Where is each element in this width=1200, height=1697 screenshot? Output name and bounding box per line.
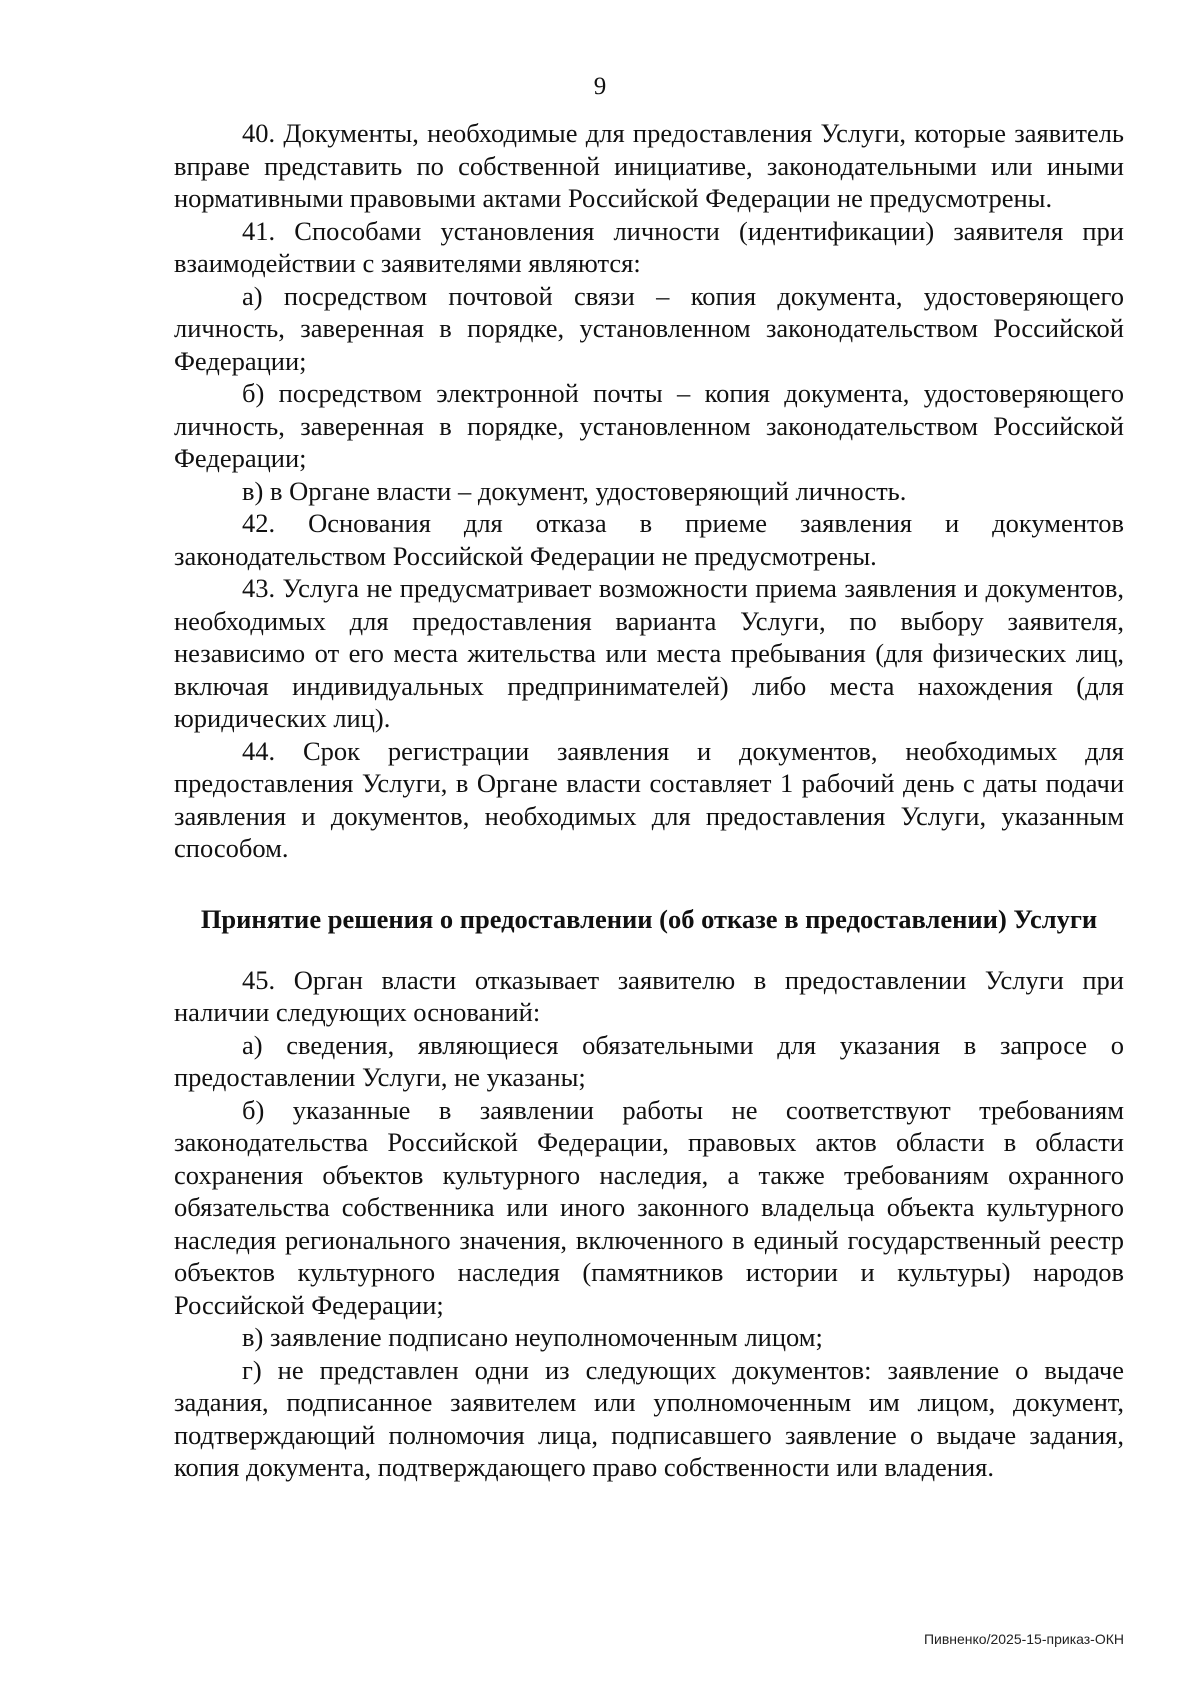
paragraph-43: 43. Услуга не предусматривает возможности приема заявления и документов, необходимых для предоставления варианта Услуги, по выбору заявителя, независимо от его места жительства или места пребывания (для физических лиц, включая индивидуальных предпринимателей) либо места нахождения (для юридических лиц). (174, 573, 1124, 733)
page-number: 9 (593, 73, 607, 100)
paragraph-45-a: а) сведения, являющиеся обязательными для указания в запросе о предоставлении Услуги, не указаны; (174, 1029, 1124, 1092)
paragraph-41-b: б) посредством электронной почты – копия документа, удостоверяющего личность, заверенная в порядке, установленном законодательством Российской Федерации; (174, 378, 1124, 473)
paragraph-40: 40. Документы, необходимые для предоставления Услуги, которые заявитель вправе представить по собственной инициативе, законодательными или иными нормативными правовыми актами Российской Федерации не предусмотрены. (174, 118, 1124, 213)
paragraph-45-v: в) заявление подписано неуполномоченным лицом; (242, 1322, 823, 1352)
document-body (174, 117, 1124, 1484)
paragraph-45-g: г) не представлен одни из следующих документов: заявление о выдаче задания, подписанное заявителем или уполномоченным им лицом, документ, подтверждающий полномочия лица, подписавшего заявление о выдаче задания, копия документа, подтверждающего право собственности или владения. (174, 1354, 1124, 1482)
paragraph-44: 44. Срок регистрации заявления и документов, необходимых для предоставления Услуги, в Органе власти составляет 1 рабочий день с даты подачи заявления и документов, необходимых для предоставления Услуги, указанным способом. (174, 735, 1124, 863)
paragraph-41: 41. Способами установления личности (идентификации) заявителя при взаимодействии с заявителями являются: (174, 215, 1124, 278)
paragraph-41-v: в) в Органе власти – документ, удостоверяющий личность. (242, 475, 907, 506)
paragraph-41-a: а) посредством почтовой связи – копия документа, удостоверяющего личность, заверенная в порядке, установленном законодательством Российской Федерации; (174, 280, 1124, 376)
paragraph-45: 45. Орган власти отказывает заявителю в предоставлении Услуги при наличии следующих оснований: (174, 964, 1124, 1027)
paragraph-45-b: б) указанные в заявлении работы не соответствуют требованиям законодательства Российской Федерации, правовых актов области в области сохранения объектов культурного наследия, а также требованиям охранного обязательства собственника или иного законного владельца объекта культурного наследия регионального значения, включенного в единый государственный реестр объектов культурного наследия (памятников истории и культуры) народов Российской Федерации; (174, 1094, 1124, 1320)
document-footer-code: Пивненко/2025-15-приказ-ОКН (923, 1631, 1124, 1647)
section-heading: Принятие решения о предоставлении (об отказе в предоставлении) Услуги (200, 903, 1098, 934)
paragraph-42: 42. Основания для отказа в приеме заявления и документов законодательством Российской Федерации не предусмотрены. (174, 508, 1124, 571)
